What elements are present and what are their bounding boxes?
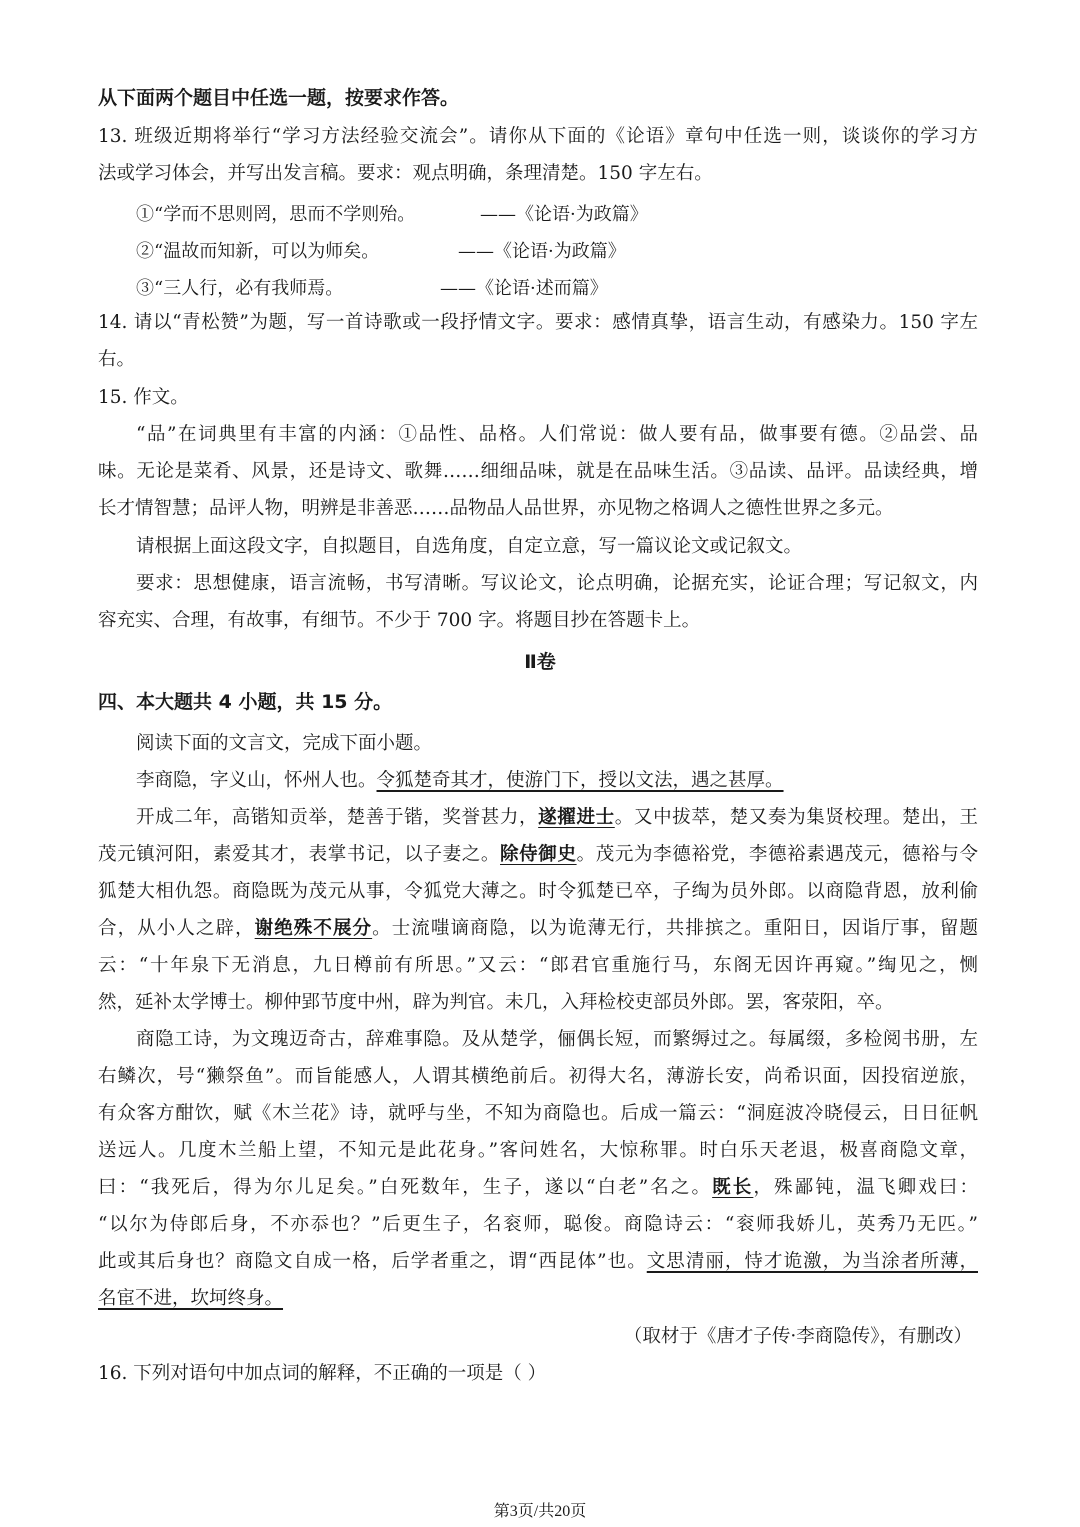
emphasized-phrase: 既长 (712, 1177, 754, 1198)
q15-p3-line-1: 要求：思想健康，语言流畅，书写清晰。写议论文，论点明确，论据充实，论证合理；写记叙文，内 (136, 573, 978, 594)
q15-p3-line-2: 容充实、合理，有故事，有细节。不少于 700 字。将题目抄在答题卡上。 (98, 610, 701, 631)
passage-line-5 (98, 917, 978, 941)
passage-line-11: 送远人。几度木兰船上望，不知元是此花身。”客问姓名，大惊称罪。时白乐天老退，极喜商隐文章， (98, 1140, 978, 1161)
q15-p2: 请根据上面这段文字，自拟题目，自选角度，自定立意，写一篇议论文或记叙文。 (136, 536, 803, 557)
q15-p1-line-3: 长才情智慧；品评人物，明辨是非善恶……品物品人品世界，亦见物之格调人之德性世界之多元。 (98, 498, 894, 519)
passage-line-12 (98, 1176, 978, 1200)
passage-text: 合，从小人之辟， (98, 918, 255, 939)
emphasized-phrase: 除侍御史 (500, 844, 577, 865)
passage-line-7: 然，延补太学博士。柳仲郢节度中州，辟为判官。未几，入拜检校吏部员外郎。罢，客荥阳，卒。 (98, 992, 894, 1013)
passage-line-15 (98, 1287, 283, 1311)
emphasized-phrase: 谢绝殊不展分 (254, 918, 373, 939)
passage-text: 。茂元为李德裕党，李德裕素遇茂元，德裕与令 (576, 844, 978, 865)
passage-line-8: 商隐工诗，为文瑰迈奇古，辞难事隐。及从楚学，俪偶长短，而繁缛过之。每属缀，多检阅书册，左 (136, 1029, 978, 1050)
passage-text: 李商隐，字义山，怀州人也。 (136, 770, 377, 791)
underlined-sentence: 文思清丽，恃才诡激，为当涂者所薄， (646, 1251, 978, 1272)
quote-3-source: ——《论语·述而篇》 (440, 278, 608, 299)
passage-line-14 (98, 1250, 978, 1274)
passage-line-6: 云：“十年泉下无消息，九日樽前有所思。”又云：“郎君官重施行马，东阁无因许再窥。”绹见之，恻 (98, 955, 978, 976)
underlined-sentence: 令狐楚奇其才，使游门下，授以文法，遇之甚厚。 (376, 770, 784, 791)
passage-line-1 (136, 769, 784, 793)
q15-p1-line-2: 味。无论是菜肴、风景，还是诗文、歌舞……细细品味，就是在品味生活。③品读、品评。品读经典，增 (98, 461, 978, 482)
section-heading: 从下面两个题目中任选一题，按要求作答。 (98, 87, 460, 109)
q13-line-2: 法或学习体会，并写出发言稿。要求：观点明确，条理清楚。150 字左右。 (98, 163, 713, 184)
quote-1-source: ——《论语·为政篇》 (480, 204, 648, 225)
emphasized-phrase: 遂擢进士 (538, 807, 615, 828)
passage-text: 开成二年，高锴知贡举，楚善于锴，奖誉甚力， (136, 807, 539, 828)
underlined-sentence: 名宦不进，坎坷终身。 (98, 1288, 284, 1309)
passage-line-9: 右鳞次，号“獭祭鱼”。而旨能感人，人谓其横绝前后。初得大名，薄游长安，尚希识面，因投宿逆旅， (98, 1066, 978, 1087)
reading-intro: 阅读下面的文言文，完成下面小题。 (136, 733, 433, 754)
quote-2-text: ②“温故而知新，可以为师矣。 (136, 241, 380, 262)
q14-line-1: 14. 请以“青松赞”为题，写一首诗歌或一段抒情文字。要求：感情真挚，语言生动，有感染力。150 字左 (98, 312, 978, 333)
passage-text: 。又中拔萃，楚又奏为集贤校理。楚出，王 (614, 807, 978, 828)
part4-heading: 四、本大题共 4 小题，共 15 分。 (98, 691, 393, 713)
passage-text: ，殊鄙钝，温飞卿戏曰： (753, 1177, 978, 1198)
q15-p1-line-1: “品”在词典里有丰富的内涵：①品性、品格。人们常说：做人要有品，做事要有德。②品尝、品 (136, 424, 978, 445)
quote-2-source: ——《论语·为政篇》 (458, 241, 626, 262)
page-footer: 第3页/共20页 (493, 1503, 587, 1520)
q14-line-2: 右。 (98, 349, 136, 370)
passage-line-2 (136, 806, 978, 830)
passage-line-3 (98, 843, 978, 867)
quote-1-text: ①“学而不思则罔，思而不学则殆。 (136, 204, 416, 225)
passage-line-10: 有众客方酣饮，赋《木兰花》诗，就呼与坐，不知为商隐也。后成一篇云：“洞庭波冷晓侵云，日日征帆 (98, 1103, 978, 1124)
passage-text: 茂元镇河阳，素爱其才，表掌书记，以子妻之。 (98, 844, 501, 865)
passage-text: 曰：“我死后，得为尔儿足矣。”白死数年，生子，遂以“白老”名之。 (98, 1177, 713, 1198)
q15-title: 15. 作文。 (98, 387, 189, 408)
passage-text: 。士流嗤谪商隐，以为诡薄无行，共排摈之。重阳日，因诣厅事，留题 (372, 918, 978, 939)
quote-3-text: ③“三人行，必有我师焉。 (136, 278, 344, 299)
volume-title: Ⅱ卷 (524, 651, 556, 673)
passage-text: 此或其后身也？商隐文自成一格，后学者重之，谓“西昆体”也。 (98, 1251, 647, 1272)
q16: 16. 下列对语句中加点词的解释，不正确的一项是（ ） (98, 1363, 547, 1384)
passage-line-13: “以尔为侍郎后身，不亦忝也？”后更生子，名衮师，聪俊。商隐诗云：“衮师我娇儿，英秀乃无匹。” (98, 1214, 978, 1235)
source-note: （取材于《唐才子传·李商隐传》，有删改） (623, 1326, 972, 1347)
q13-line-1: 13. 班级近期将举行“学习方法经验交流会”。请你从下面的《论语》章句中任选一则，谈谈你的学习方 (98, 126, 978, 147)
passage-line-4: 狐楚大相仇怨。商隐既为茂元从事，令狐党大薄之。时令狐楚已卒，子绹为员外郎。以商隐背恩，放利偷 (98, 881, 978, 902)
